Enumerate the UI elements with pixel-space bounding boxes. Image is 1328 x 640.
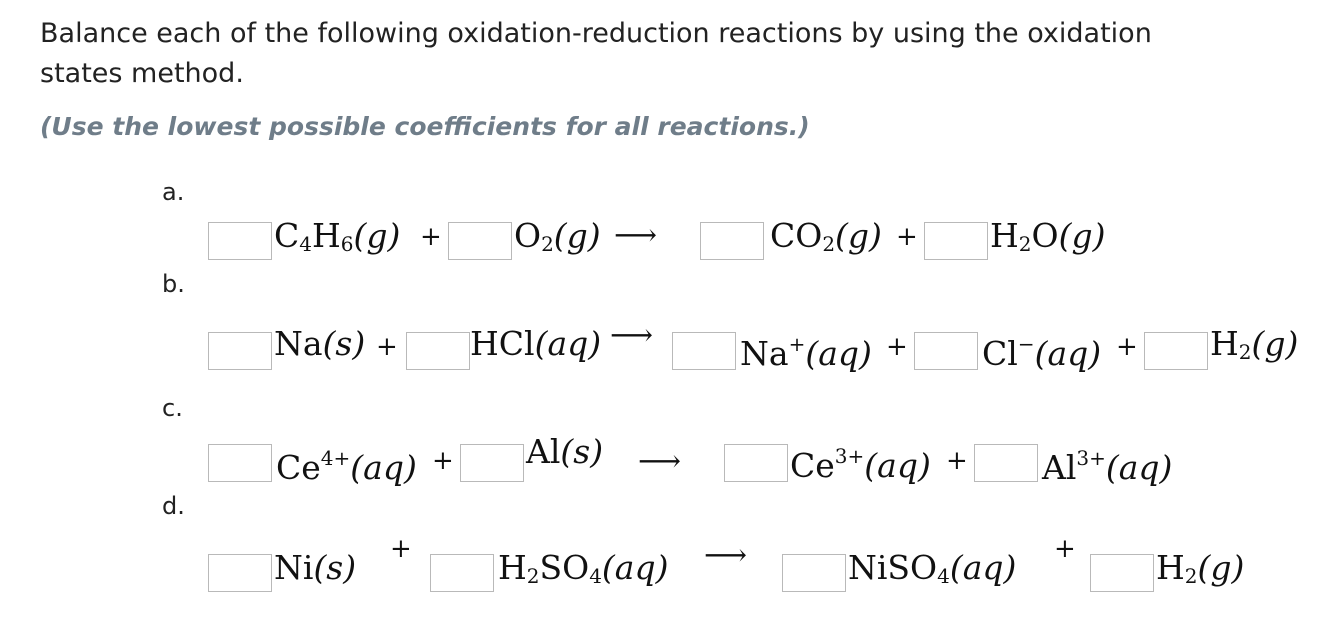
coefficient-input-b5[interactable]: [1144, 332, 1208, 370]
species-b1: Na(s): [274, 324, 366, 363]
species-d3: NiSO$_4$(aq): [848, 548, 1017, 588]
plus-sign: +: [390, 534, 412, 564]
species-c4: $Al^{3+}(aq)$: [1042, 446, 1173, 487]
reaction-arrow: ⟶: [610, 318, 654, 353]
species-a2: $O_2(g)$: [514, 216, 601, 256]
species-b2: HCl(aq): [470, 324, 602, 363]
species-b3: Na+(aq): [740, 332, 872, 373]
reaction-arrow: ⟶: [704, 538, 748, 573]
species-d4: $H_2(g)$: [1156, 548, 1245, 588]
coefficient-input-c3[interactable]: [724, 444, 788, 482]
reaction-a-label: a.: [162, 178, 185, 206]
coefficient-input-b3[interactable]: [672, 332, 736, 370]
plus-sign: +: [886, 332, 908, 362]
coefficient-input-d3[interactable]: [782, 554, 846, 592]
plus-sign: +: [1116, 332, 1138, 362]
coefficient-input-b2[interactable]: [406, 332, 470, 370]
plus-sign: +: [1054, 534, 1076, 564]
species-b4: Cl−(aq): [982, 332, 1102, 373]
coefficient-input-d1[interactable]: [208, 554, 272, 592]
species-c1: $Ce^{4+}(aq)$: [276, 446, 417, 487]
species-a3: $CO_2(g)$: [770, 216, 882, 256]
coefficient-input-d2[interactable]: [430, 554, 494, 592]
reaction-b-label: b.: [162, 270, 185, 298]
plus-sign: +: [420, 222, 442, 252]
species-b5: $H_2(g)$: [1210, 324, 1299, 364]
species-c2: Al(s): [526, 432, 604, 471]
reaction-c-label: c.: [162, 394, 183, 422]
species-c3: $Ce^{3+}(aq)$: [790, 444, 931, 485]
coefficient-input-c2[interactable]: [460, 444, 524, 482]
species-d2: $H_2SO_4(aq)$: [498, 548, 669, 588]
coefficient-input-a2[interactable]: [448, 222, 512, 260]
instructions: Balance each of the following oxidation-reduction reactions by using the oxidation states method.: [40, 18, 1152, 89]
coefficient-input-a3[interactable]: [700, 222, 764, 260]
coefficient-input-c1[interactable]: [208, 444, 272, 482]
reaction-arrow: ⟶: [638, 444, 682, 479]
reaction-arrow: ⟶: [614, 218, 658, 253]
coefficient-input-b1[interactable]: [208, 332, 272, 370]
plus-sign: +: [896, 222, 918, 252]
plus-sign: +: [432, 446, 454, 476]
reaction-d-label: d.: [162, 492, 185, 520]
species-d1: Ni(s): [274, 548, 357, 587]
coefficient-input-b4[interactable]: [914, 332, 978, 370]
coefficient-input-c4[interactable]: [974, 444, 1038, 482]
coefficient-input-d4[interactable]: [1090, 554, 1154, 592]
plus-sign: +: [946, 446, 968, 476]
coefficient-note: (Use the lowest possible coefficients for all reactions.): [40, 112, 810, 141]
species-a1: $C_4H_6(g)$: [274, 216, 401, 256]
plus-sign: +: [376, 332, 398, 362]
coefficient-input-a4[interactable]: [924, 222, 988, 260]
coefficient-input-a1[interactable]: [208, 222, 272, 260]
species-a4: $H_2O(g)$: [990, 216, 1106, 256]
